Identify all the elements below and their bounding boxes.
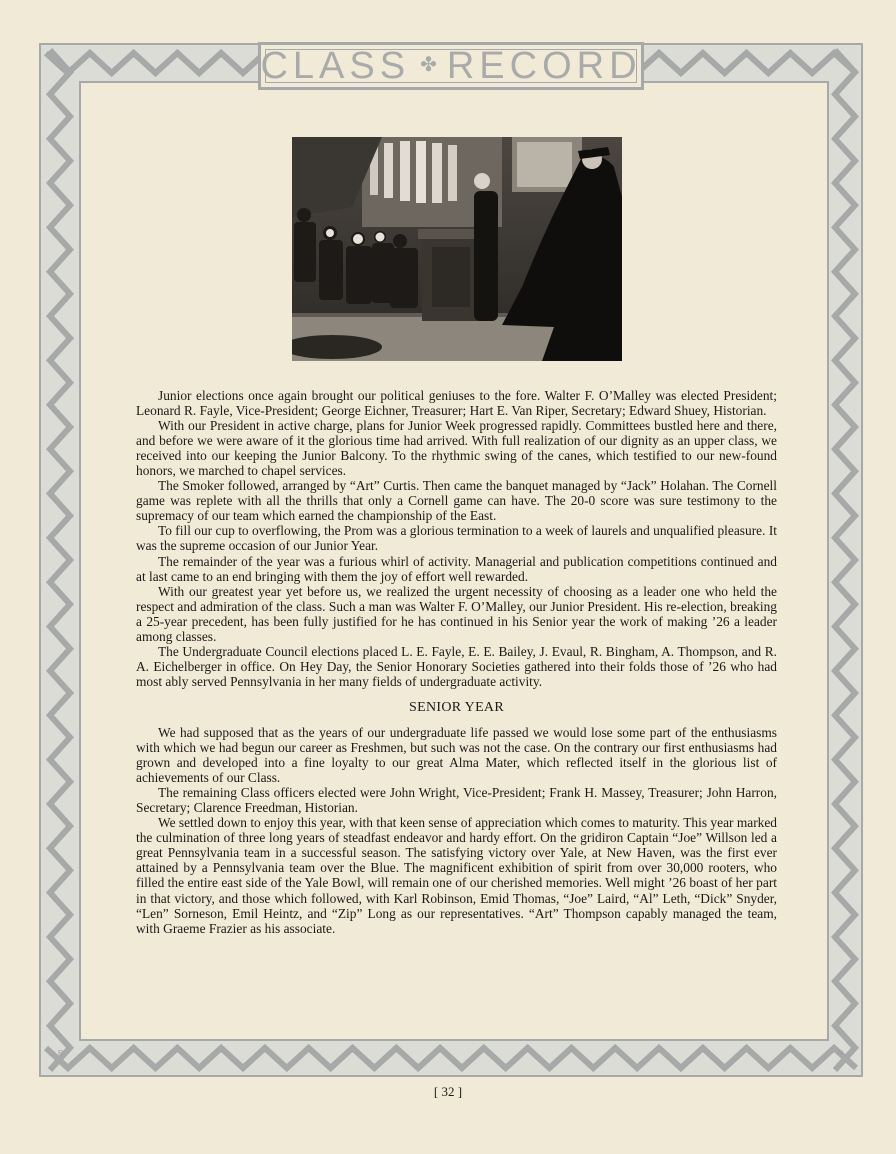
paragraph-enthusiasms: We had supposed that as the years of our undergraduate life passed we would lose some part of the enthusiasms with which we had begun our career as Freshmen, but such was not the case. On the contrary our first enthusiasms had grown and developed into a fine loyalty to our great Alma Mater, which reflected itself in the glorious list of achievements of our Class. <box>136 724 777 786</box>
article-text <box>136 388 777 936</box>
section-heading-senior-year: SENIOR YEAR <box>409 699 504 715</box>
header-left-word: CLASS <box>260 45 411 87</box>
ceremony-photo <box>292 137 622 361</box>
paragraph-remainder: The remainder of the year was a furious whirl of activity. Managerial and publication competitions continued and at last came to an end bringing with them the joy of effort well rewarded. <box>136 553 777 584</box>
border-initial-left: R <box>58 1050 64 1057</box>
page-number: [ 32 ] <box>433 1084 463 1099</box>
paragraph-prom: To fill our cup to overflowing, the Prom was a glorious termination to a week of laurels and unqualified pleasure. It was the supreme occasion of our Junior Year. <box>136 523 777 554</box>
paragraph-football: We settled down to enjoy this year, with that keen sense of appreciation which comes to maturity. This year marked the culmination of three long years of steadfast endeavor and hardy effort. On the gridiron Captain “Joe” Willson led a great Pennsylvania team in a successful season. The satisfying victory over Yale, at New Haven, was the first ever attained by a Pennsylvania team over the Blue. The magnificent exhibition of spirit from over 30,000 rooters, who filled the entire east side of the Yale Bowl, will remain one of our cherished memories. Well might ’26 boast of her part in that victory, and those which followed, with Karl Robinson, Emid Thomas, “Joe” Laird, “Al” Leth, “Dick” Snyder, “Len” Sorneson, Emil Heintz, and “Zip” Long as our representatives. “Art” Thompson capably managed the team, with Graeme Frazier as his associate. <box>136 815 777 936</box>
class-record-header <box>258 42 644 90</box>
paragraph-junior-week: With our President in active charge, plans for Junior Week progressed rapidly. Committees bustled here and there, and before we were aware of it the glorious time had arrived. With full realization of our dignity as an upper class, we received into our keeping the Junior Balcony. To the rhythmic swing of the canes, which testified to our new-found honors, we marched to chapel services. <box>136 418 777 479</box>
paragraph-council: The Undergraduate Council elections placed L. E. Fayle, E. E. Bailey, J. Evaul, R. Bingham, A. Thompson, and R. A. Eichelberger in office. On Hey Day, the Senior Honorary Societies gathered into their folds those of ’26 who had most ably served Pennsylvania in her many fields of undergraduate activity. <box>136 643 777 689</box>
border-initial-right: N. <box>838 1050 845 1057</box>
paragraph-officers: The remaining Class officers elected were John Wright, Vice-President; Frank H. Massey, Treasurer; John Harron, Secretary; Clarence Freedman, Historian. <box>136 785 777 816</box>
paragraph-junior-elections: Junior elections once again brought our political geniuses to the fore. Walter F. O’Malley was elected President; Leonard R. Fayle, Vice-President; George Eichner, Treasurer; Hart E. Van Riper, Secretary; Edward Shuey, Historian. <box>136 388 777 419</box>
ceremony-photo-icon <box>292 137 622 361</box>
header-right-word: RECORD <box>446 45 642 87</box>
paragraph-greatest-year: With our greatest year yet before us, we realized the urgent necessity of choosing as a leader one who held the respect and admiration of the class. Such a man was Walter F. O’Malley, our Junior President. His re-election, breaking a 25-year precedent, has been fully justified for he has continued in his Senior year the work of making ’26 a leader among classes. <box>136 583 777 644</box>
header-ornament-icon: ✤ <box>420 53 437 76</box>
paragraph-smoker: The Smoker followed, arranged by “Art” Curtis. Then came the banquet managed by “Jack” Holahan. The Cornell game was replete with all the thrills that only a Cornell game can have. The 20-0 score was sure testimony to the supremacy of our team which earned the championship of the East. <box>136 478 777 524</box>
